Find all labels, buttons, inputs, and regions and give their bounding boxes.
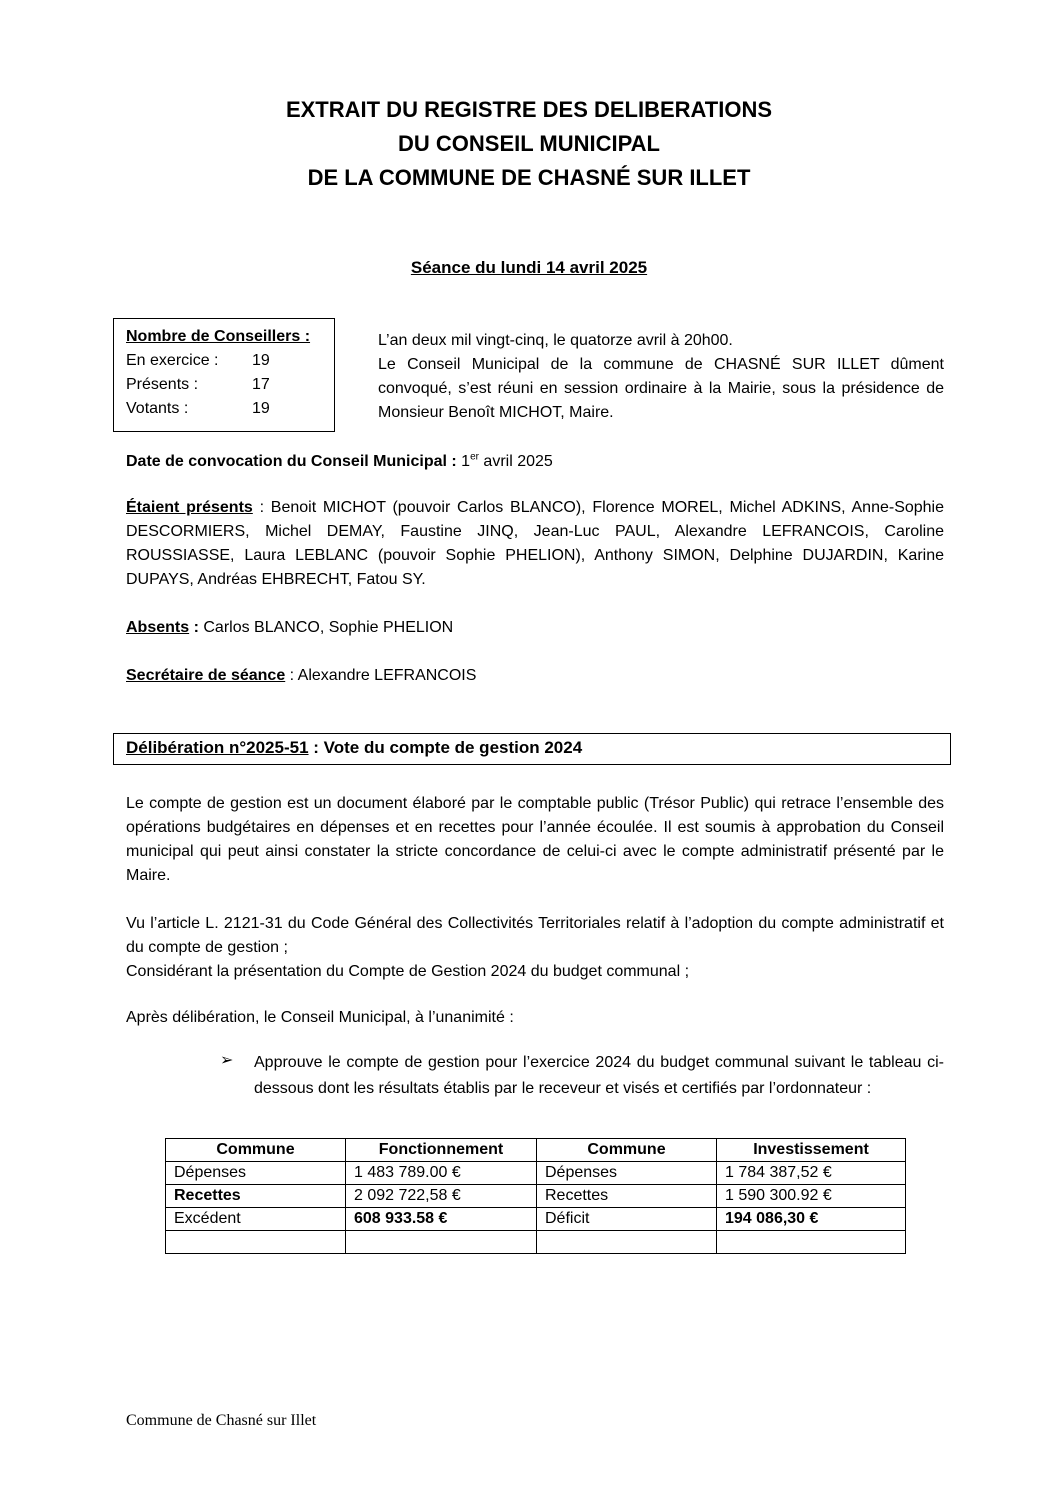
table-cell: Recettes bbox=[537, 1185, 717, 1208]
table-cell: 1 784 387,52 € bbox=[717, 1162, 906, 1185]
arrow-bullet-icon: ➢ bbox=[220, 1052, 234, 1069]
title-line-3: DE LA COMMUNE DE CHASNÉ SUR ILLET bbox=[307, 165, 751, 190]
table-header-row bbox=[166, 1139, 906, 1162]
absents-label: Absents bbox=[126, 619, 190, 636]
table-cell: Excédent bbox=[166, 1208, 346, 1231]
table-header: Commune bbox=[537, 1139, 717, 1162]
deliberation-title: : Vote du compte de gestion 2024 bbox=[308, 738, 583, 757]
table-row bbox=[166, 1162, 906, 1185]
conseillers-label: En exercice : bbox=[126, 352, 219, 369]
convocation-day: 1 bbox=[461, 453, 471, 470]
absents-colon: : bbox=[189, 619, 199, 636]
table-row bbox=[166, 1208, 906, 1231]
session-intro bbox=[378, 329, 944, 425]
table-cell: Dépenses bbox=[166, 1162, 346, 1185]
table-header: Fonctionnement bbox=[346, 1139, 537, 1162]
presents-label: Étaient présents bbox=[126, 499, 253, 516]
conseillers-title: Nombre de Conseillers : bbox=[126, 328, 311, 345]
secretaire-paragraph bbox=[126, 664, 944, 688]
conseillers-value: 19 bbox=[252, 352, 270, 369]
body-paragraph-2 bbox=[126, 912, 944, 984]
table-cell: 608 933.58 € bbox=[346, 1208, 537, 1231]
table-cell: Déficit bbox=[537, 1208, 717, 1231]
absents-paragraph bbox=[126, 616, 944, 640]
body-vu: Vu l’article L. 2121-31 du Code Général des Collectivités Territoriales relatif à l’adoption du compte administratif et du compte de gestion ; bbox=[126, 915, 944, 956]
results-table bbox=[165, 1138, 906, 1254]
approve-text: Approuve le compte de gestion pour l’exercice 2024 du budget communal suivant le tableau ci-dessous dont les résultats établis par le receveur et visés et certifiés par l’ordonnateur : bbox=[254, 1054, 944, 1097]
secretaire-text: : Alexandre LEFRANCOIS bbox=[289, 667, 477, 684]
convocation-rest: avril 2025 bbox=[483, 453, 553, 470]
secretaire-label: Secrétaire de séance bbox=[126, 667, 286, 684]
conseillers-label: Présents : bbox=[126, 376, 199, 393]
table-cell bbox=[537, 1231, 717, 1254]
table-row bbox=[166, 1231, 906, 1254]
table-cell: Dépenses bbox=[537, 1162, 717, 1185]
conseillers-row bbox=[126, 373, 322, 397]
table-cell bbox=[346, 1231, 537, 1254]
body-paragraph-3: Après délibération, le Conseil Municipal, à l’unanimité : bbox=[126, 1009, 514, 1026]
intro-line-1: L’an deux mil vingt-cinq, le quatorze avril à 20h00. bbox=[378, 332, 733, 349]
conseillers-row bbox=[126, 397, 322, 421]
table-cell: 1 483 789.00 € bbox=[346, 1162, 537, 1185]
table-cell bbox=[166, 1231, 346, 1254]
convocation-date bbox=[126, 450, 944, 474]
table-row bbox=[166, 1185, 906, 1208]
absents-text: Carlos BLANCO, Sophie PHELION bbox=[203, 619, 454, 636]
table-cell bbox=[717, 1231, 906, 1254]
page-footer: Commune de Chasné sur Illet bbox=[126, 1412, 317, 1429]
conseillers-label: Votants : bbox=[126, 400, 189, 417]
title-line-2: DU CONSEIL MUNICIPAL bbox=[398, 131, 660, 156]
intro-line-2: Le Conseil Municipal de la commune de CHASNÉ SUR ILLET dûment convoqué, s’est réuni en session ordinaire à la Mairie, sous la présidence de Monsieur Benoît MICHOT, Maire. bbox=[378, 356, 944, 421]
body-considerant: Considérant la présentation du Compte de Gestion 2024 du budget communal ; bbox=[126, 963, 690, 980]
conseillers-value: 19 bbox=[252, 400, 270, 417]
table-cell: 1 590 300.92 € bbox=[717, 1185, 906, 1208]
presents-text: : Benoit MICHOT (pouvoir Carlos BLANCO), Florence MOREL, Michel ADKINS, Anne-Sophie DESCORMIERS, Michel DEMAY, Faustine JINQ, Jean-Luc PAUL, Alexandre LEFRANCOIS, Caroline ROUSSIASSE, Laura LEBLANC (pouvoir Sophie PHELION), Anthony SIMON, Delphine DUJARDIN, Karine DUPAYS, Andréas EHBRECHT, Fatou SY. bbox=[126, 499, 945, 588]
table-cell: Recettes bbox=[166, 1185, 346, 1208]
convocation-sup: er bbox=[470, 451, 479, 463]
body-paragraph-1: Le compte de gestion est un document élaboré par le comptable public (Trésor Public) qui retrace l’ensemble des opérations budgétaires en dépenses et en recettes pour l’année écoulée. Il est soumis à approbation du Conseil municipal qui peut ainsi constater la stricte concordance de celui-ci avec le compte administratif présenté par le Maire. bbox=[126, 795, 944, 884]
table-cell: 2 092 722,58 € bbox=[346, 1185, 537, 1208]
conseillers-box bbox=[113, 318, 335, 432]
table-header: Commune bbox=[166, 1139, 346, 1162]
deliberation-number: Délibération n°2025-51 bbox=[126, 738, 309, 757]
presents-paragraph bbox=[126, 496, 944, 592]
convocation-label: Date de convocation du Conseil Municipal : bbox=[126, 453, 457, 470]
title-line-1: EXTRAIT DU REGISTRE DES DELIBERATIONS bbox=[285, 97, 773, 122]
conseillers-row bbox=[126, 349, 322, 373]
deliberation-heading bbox=[113, 733, 951, 765]
seance-date: Séance du lundi 14 avril 2025 bbox=[410, 258, 648, 277]
table-cell: 194 086,30 € bbox=[717, 1208, 906, 1231]
table-header: Investissement bbox=[717, 1139, 906, 1162]
conseillers-value: 17 bbox=[252, 376, 270, 393]
document-title bbox=[0, 93, 1058, 195]
